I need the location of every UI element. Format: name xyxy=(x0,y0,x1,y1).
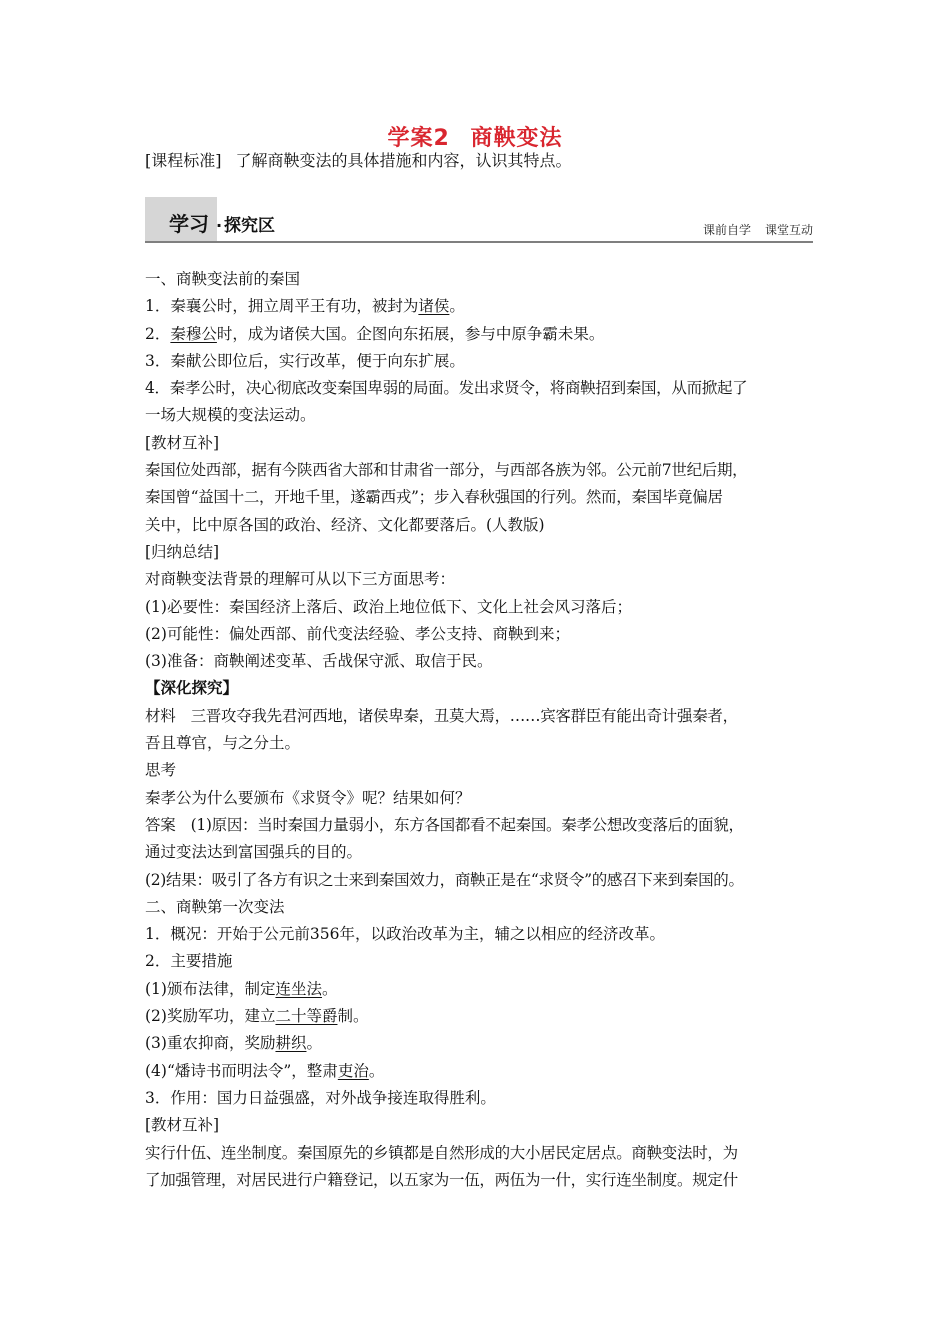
material-line: 吾且尊官，与之分土。 xyxy=(145,734,301,753)
section-tab-title xyxy=(169,208,275,237)
supplement-line: 秦国曾“益国十二，开地千里，遂霸西戎”；步入春秋强国的行列。然而，秦国毕竟偏居 xyxy=(145,488,723,507)
section-right-tags xyxy=(703,221,813,238)
heading-one: 一、商鞅变法前的秦国 xyxy=(145,270,301,288)
think-label: 思考 xyxy=(145,761,177,780)
reform-overview: 1．概况：开始于公元前356年，以政治改革为主，辅之以相应的经济改革。 xyxy=(145,925,665,944)
underlined-term: 耕织 xyxy=(275,1034,307,1053)
supplement-line: 秦国位处西部，据有今陕西省大部和甘肃省一部分，与西部各族为邻。公元前7世纪后期， xyxy=(145,461,748,480)
reform-measures-heading: 2．主要措施 xyxy=(145,952,233,971)
tag-class-interaction: 课堂互动 xyxy=(764,223,813,237)
heading-two: 二、商鞅第一次变法 xyxy=(145,897,285,916)
section-sub: 探究区 xyxy=(224,216,276,236)
title-topic: 商鞅变法 xyxy=(470,126,563,151)
underlined-term: 诸侯 xyxy=(418,297,450,316)
item-1: 1．秦襄公时，拥立周平王有功，被封为诸侯。 xyxy=(145,297,465,316)
supplement-label: [教材互补] xyxy=(145,433,220,452)
summary-point: (2)可能性：偏处西部、前代变法经验、孝公支持、商鞅到来； xyxy=(145,624,570,643)
summary-label: [归纳总结] xyxy=(145,542,220,561)
measure-3: (3)重农抑商，奖励耕织。 xyxy=(145,1034,322,1053)
item-4-line2: 一场大规模的变法运动。 xyxy=(145,406,316,425)
item-4-line1: 4．秦孝公时，决心彻底改变秦国卑弱的局面。发出求贤令，将商鞅招到秦国，从而掀起了 xyxy=(145,379,748,398)
item-2: 2．秦穆公时，成为诸侯大国。企图向东拓展，参与中原争霸未果。 xyxy=(145,324,605,343)
measure-2: (2)奖励军功，建立二十等爵制。 xyxy=(145,1007,369,1026)
answer-line: 答案 (1)原因：当时秦国力量弱小，东方各国都看不起秦国。秦孝公想改变落后的面貌， xyxy=(145,815,744,834)
measure-4: (4)“燔诗书而明法令”，整肃吏治。 xyxy=(145,1061,385,1080)
reform-effect: 3．作用：国力日益强盛，对外战争接连取得胜利。 xyxy=(145,1088,496,1107)
section-header-bar xyxy=(145,197,813,243)
summary-point: (1)必要性：秦国经济上落后、政治上地位低下、文化上社会风习落后； xyxy=(145,597,632,616)
tag-pre-study: 课前自学 xyxy=(702,223,751,237)
standard-text: 了解商鞅变法的具体措施和内容，认识其特点。 xyxy=(235,151,572,170)
underlined-term: 连坐法 xyxy=(275,979,322,998)
underlined-term: 吏治 xyxy=(337,1061,369,1080)
section-main: 学习 xyxy=(169,212,209,236)
underlined-term: 二十等爵 xyxy=(275,1007,338,1026)
answer-line: (2)结果：吸引了各方有识之士来到秦国效力，商鞅正是在“求贤令”的感召下来到秦国的。 xyxy=(145,870,744,889)
underlined-term: 秦穆公 xyxy=(170,324,217,343)
think-question: 秦孝公为什么要颁布《求贤令》呢？结果如何？ xyxy=(145,788,471,807)
supplement-line: 了加强管理，对居民进行户籍登记，以五家为一伍，两伍为一什，实行连坐制度。规定什 xyxy=(145,1170,738,1189)
answer-line: 通过变法达到富国强兵的目的。 xyxy=(145,843,363,862)
deep-inquiry-label: 【深化探究】 xyxy=(145,679,239,698)
supplement-label: [教材互补] xyxy=(145,1116,220,1135)
material-line: 材料 三晋攻夺我先君河西地，诸侯卑秦，丑莫大焉，……宾客群臣有能出奇计强秦者， xyxy=(145,706,738,725)
summary-point: (3)准备：商鞅阐述变革、舌战保守派、取信于民。 xyxy=(145,652,493,671)
supplement-line: 关中，比中原各国的政治、经济、文化都要落后。(人教版) xyxy=(145,515,545,534)
measure-1: (1)颁布法律，制定连坐法。 xyxy=(145,979,338,998)
item-3: 3．秦献公即位后，实行改革，便于向东扩展。 xyxy=(145,351,465,370)
title-number: 学案2 xyxy=(387,126,450,151)
standard-label: [课程标准] xyxy=(145,151,222,170)
document-body xyxy=(145,266,817,1194)
section-dot: · xyxy=(215,216,223,235)
curriculum-standard xyxy=(145,148,572,171)
supplement-line: 实行什伍、连坐制度。秦国原先的乡镇都是自然形成的大小居民定居点。商鞅变法时，为 xyxy=(145,1143,738,1162)
summary-intro: 对商鞅变法背景的理解可从以下三方面思考： xyxy=(145,570,456,589)
